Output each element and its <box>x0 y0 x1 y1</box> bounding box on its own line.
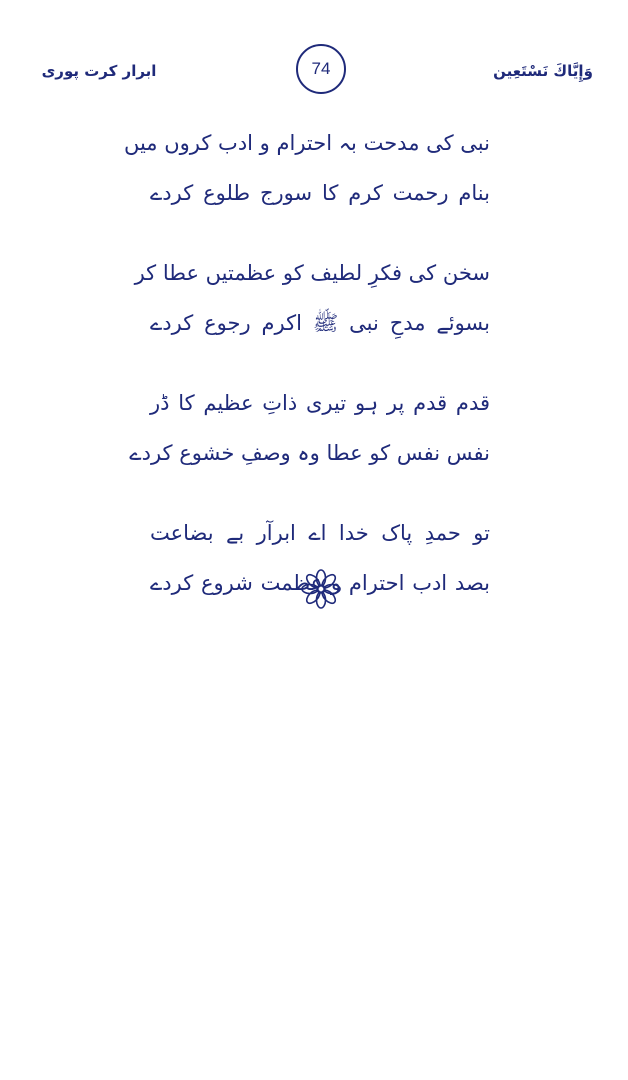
poem-line: نبی کی مدحت بہ احترام و ادب کروں میں <box>123 131 490 155</box>
header-book-title: وَإِيَّاكَ نَسْتَعِين <box>493 62 593 80</box>
poem <box>123 118 490 638</box>
stanza-2 <box>134 248 490 348</box>
floral-ornament-icon <box>300 568 342 610</box>
stanza-3 <box>129 378 490 478</box>
poem-line: بسوئے مدحِ نبی ﷺ اکرم رجوع کردے <box>150 311 490 335</box>
header-author-title: ابرار کرت پوری <box>41 62 157 80</box>
stanza-1 <box>123 118 490 218</box>
poem-line: سخن کی فکرِ لطیف کو عظمتیں عطا کر <box>134 261 490 285</box>
poem-line: قدم قدم پر ہو تیری ذاتِ عظیم کا ڈر <box>150 391 490 415</box>
poem-line: بصد ادب احترام و عظمت شروع کردے <box>150 571 490 595</box>
page-number <box>296 44 346 94</box>
page-number-text: 74 <box>311 59 331 78</box>
poem-line: بنام رحمت کرم کا سورج طلوع کردے <box>150 181 490 205</box>
poem-line: نفس نفس کو عطا وہ وصفِ خشوع کردے <box>129 441 490 465</box>
poem-line: تو حمدِ پاک خدا اے ابرآر بے بضاعت <box>150 521 490 545</box>
